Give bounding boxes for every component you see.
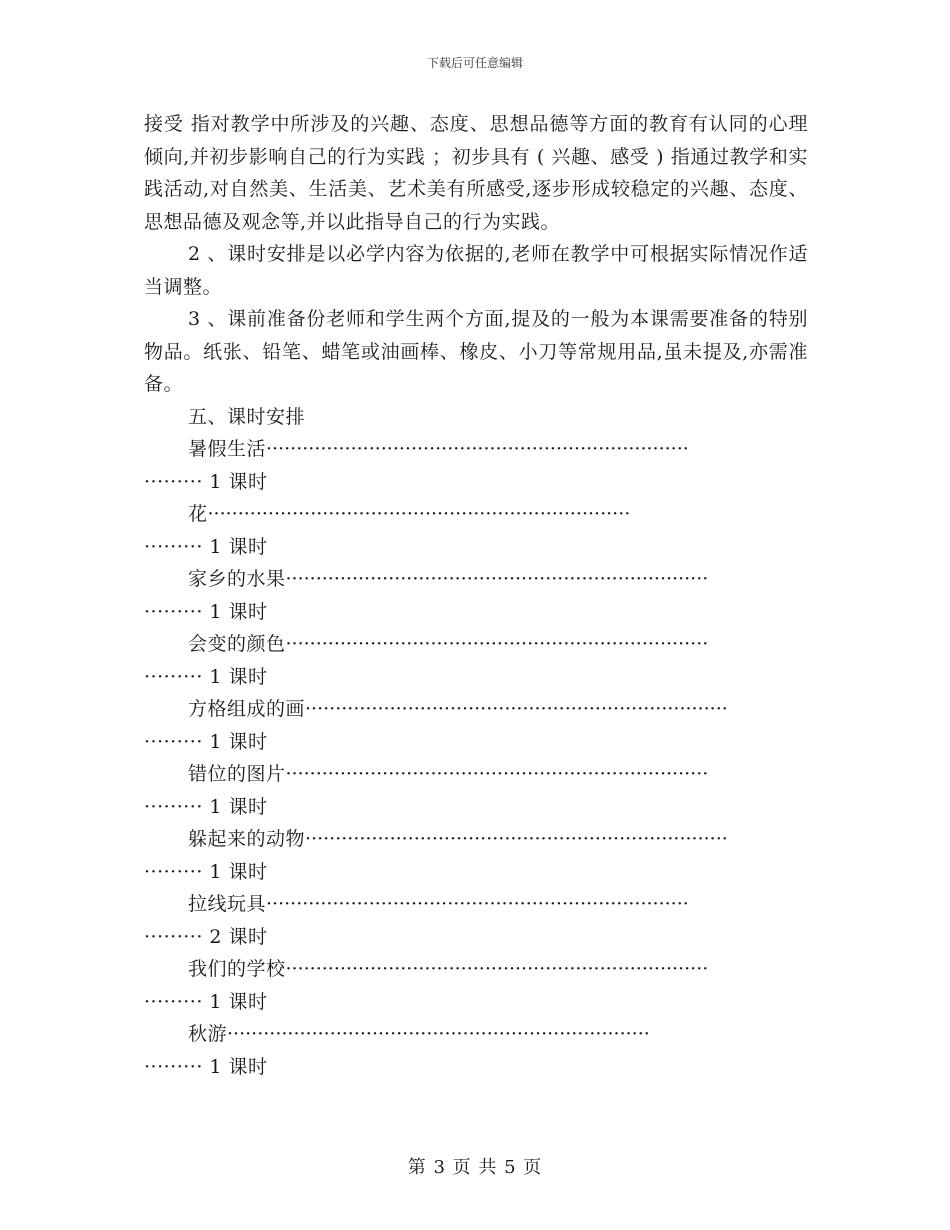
schedule-item-title: 花	[188, 503, 208, 525]
schedule-item-hours: ········· 1 课时	[144, 665, 268, 688]
paragraph-attitude: 接受 指对教学中所涉及的兴趣、态度、思想品德等方面的教育有认同的心理倾向,并初步影响自己的行为实践 ；初步具有 ( 兴趣、感受 ) 指通过教学和实践活动,对自然美、生活美、艺术美有所感受,逐步形成较稳定的兴趣、态度、思想品德及观念等,并以此指导自己的行为实践。	[144, 113, 808, 233]
schedule-item	[144, 823, 808, 888]
schedule-item	[144, 628, 808, 693]
schedule-item-hours: ········· 1 课时	[144, 1055, 268, 1078]
schedule-item-hours: ········· 1 课时	[144, 730, 268, 753]
schedule-item-title: 躲起来的动物	[188, 828, 306, 850]
schedule-item-hours: ········· 1 课时	[144, 990, 268, 1013]
schedule-item-hours: ········· 1 课时	[144, 535, 268, 558]
schedule-item	[144, 1018, 808, 1083]
dot-leader: ······································································	[305, 828, 728, 850]
dot-leader: ······································································	[266, 438, 689, 460]
schedule-item	[144, 498, 808, 563]
schedule-item	[144, 693, 808, 758]
schedule-item-hours: ········· 1 课时	[144, 600, 268, 623]
schedule-item-hours: ········· 2 课时	[144, 925, 268, 948]
schedule-item-title: 我们的学校	[188, 958, 286, 980]
dot-leader: ······································································	[285, 763, 709, 785]
schedule-item-title: 秋游	[188, 1023, 228, 1045]
paragraph-schedule-note: 2 、课时安排是以必学内容为依据的,老师在教学中可根据实际情况作适当调整。	[144, 243, 808, 298]
schedule-item	[144, 953, 808, 1018]
document-body	[144, 108, 808, 1083]
schedule-list	[144, 433, 808, 1083]
schedule-item-hours: ········· 1 课时	[144, 470, 268, 493]
schedule-item-hours: ········· 1 课时	[144, 860, 268, 883]
schedule-item	[144, 888, 808, 953]
schedule-item-title: 家乡的水果	[188, 568, 286, 590]
dot-leader: ······································································	[207, 503, 631, 525]
schedule-item-hours: ········· 1 课时	[144, 795, 268, 818]
dot-leader: ······································································	[285, 958, 709, 980]
schedule-item	[144, 563, 808, 628]
schedule-item-title: 拉线玩具	[188, 893, 267, 915]
schedule-item-title: 方格组成的画	[188, 698, 306, 720]
dot-leader: ······································································	[305, 698, 728, 720]
dot-leader: ······································································	[227, 1023, 650, 1045]
schedule-item-title: 暑假生活	[188, 438, 267, 460]
section-title: 五、课时安排	[188, 405, 306, 428]
schedule-item	[144, 758, 808, 823]
page-header: 下载后可任意编辑	[426, 56, 523, 70]
schedule-item-title: 错位的图片	[188, 763, 286, 785]
page-footer: 第 3 页 共 5 页	[407, 1157, 543, 1178]
dot-leader: ······································································	[285, 633, 709, 655]
schedule-item-title: 会变的颜色	[188, 633, 286, 655]
schedule-item	[144, 433, 808, 498]
dot-leader: ······································································	[266, 893, 689, 915]
paragraph-preparation-note: 3 、课前准备份老师和学生两个方面,提及的一般为本课需要准备的特别物品。纸张、铅笔、蜡笔或油画棒、橡皮、小刀等常规用品,虽未提及,亦需准备。	[144, 308, 808, 395]
dot-leader: ······································································	[285, 568, 709, 590]
